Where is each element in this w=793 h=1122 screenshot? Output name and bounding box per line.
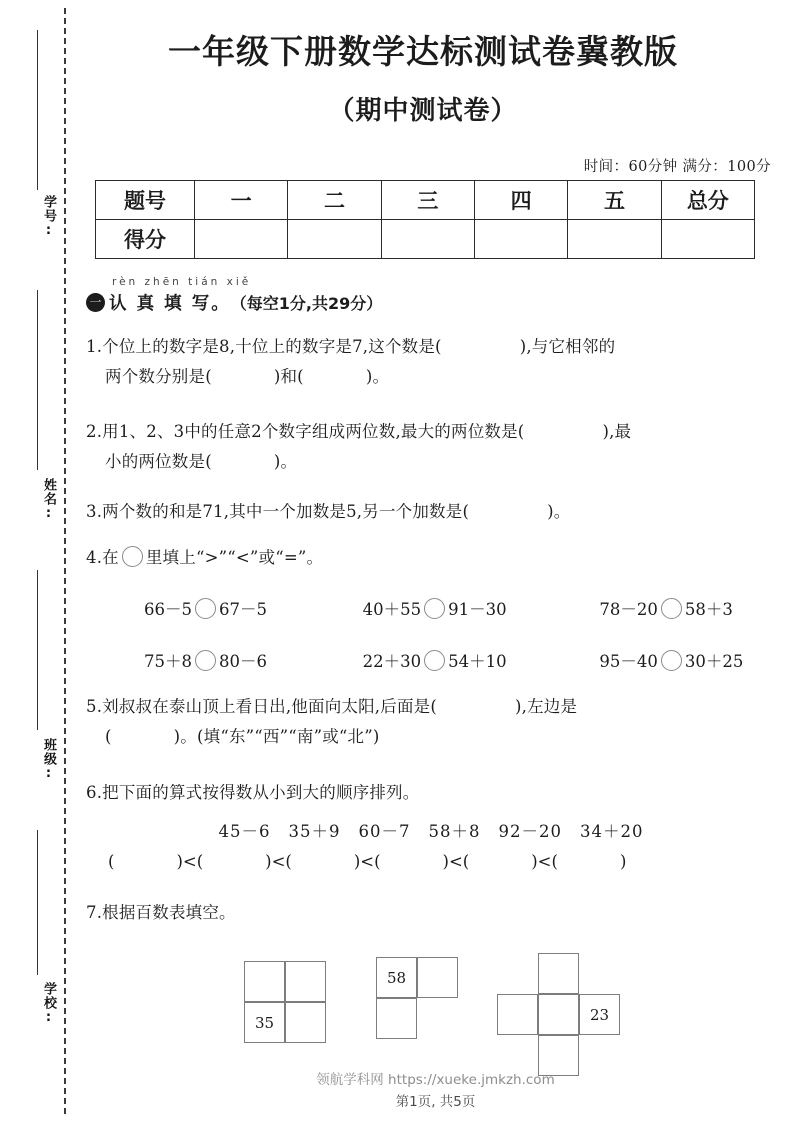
compare-right-2: 91－30 bbox=[448, 600, 507, 619]
side-field-xuehao: 学号: bbox=[41, 195, 56, 239]
compare-circle-2[interactable] bbox=[424, 598, 445, 619]
q6-order-sep-2: )<( bbox=[265, 852, 292, 871]
q5-text-d: )。(填“东”“西”“南”或“北”) bbox=[173, 727, 380, 746]
compare-left-5: 22＋30 bbox=[362, 652, 422, 671]
side-rule-4 bbox=[37, 830, 38, 975]
section-points: （每空1分,共29分） bbox=[230, 294, 383, 313]
col-header-4: 四 bbox=[474, 181, 567, 220]
q6-order-close: ) bbox=[619, 852, 627, 871]
compare-right-1: 67－5 bbox=[219, 600, 267, 619]
compare-left-1: 66－5 bbox=[144, 600, 192, 619]
q5-text-a: 刘叔叔在泰山顶上看日出,他面向太阳,后面是( bbox=[102, 697, 437, 716]
q4-text-a: 在 bbox=[102, 548, 119, 567]
col-header-3: 三 bbox=[381, 181, 474, 220]
cross-grid-cell-left[interactable] bbox=[497, 994, 538, 1035]
q6-expression-list bbox=[86, 818, 776, 842]
compare-circle-3[interactable] bbox=[661, 598, 682, 619]
compare-left-4: 75＋8 bbox=[144, 652, 192, 671]
q1-text-c: 两个数分别是( bbox=[105, 367, 212, 386]
q6-text: 把下面的算式按得数从小到大的顺序排列。 bbox=[102, 783, 420, 802]
col-header-total: 总分 bbox=[661, 181, 754, 220]
l-grid-cell-top-left: 58 bbox=[376, 957, 417, 998]
table-row-scores bbox=[96, 220, 755, 259]
compare-right-6: 30＋25 bbox=[684, 652, 744, 671]
q6-expr-3: 60－7 bbox=[358, 822, 411, 841]
q3-text-b: )。 bbox=[547, 502, 571, 521]
q1-text-e: )。 bbox=[365, 367, 390, 386]
compare-item-2 bbox=[321, 596, 540, 620]
l-grid-cell-top-right[interactable] bbox=[417, 957, 458, 998]
page-title: 一年级下册数学达标测试卷冀教版 bbox=[168, 32, 678, 71]
q6-expr-4: 58＋8 bbox=[428, 822, 481, 841]
section-pinyin: rèn zhēn tián xiě bbox=[112, 276, 252, 288]
q7-text: 根据百数表填空。 bbox=[102, 903, 236, 922]
q1-text-b: ),与它相邻的 bbox=[519, 337, 616, 356]
score-table bbox=[95, 180, 755, 259]
col-header-1: 一 bbox=[195, 181, 288, 220]
footer-site-watermark: 领航学科网 https://xueke.jmkzh.com bbox=[316, 1072, 555, 1088]
q2-text-b: ),最 bbox=[602, 422, 632, 441]
score-cell-1[interactable] bbox=[195, 220, 288, 259]
side-field-banji: 班级: bbox=[41, 738, 56, 782]
q2-num: 2. bbox=[86, 422, 103, 441]
q2-text-c: 小的两位数是( bbox=[105, 452, 212, 471]
q2-text-d: )。 bbox=[273, 452, 298, 471]
compare-circle-1[interactable] bbox=[195, 598, 216, 619]
section-number-badge: 一 bbox=[86, 293, 105, 312]
compare-left-6: 95－40 bbox=[599, 652, 658, 671]
q6-expr-2: 35＋9 bbox=[288, 822, 341, 841]
circle-blank-icon bbox=[122, 546, 143, 567]
square-grid-cell-top-right[interactable] bbox=[285, 961, 326, 1002]
q6-order-sep-1: )<( bbox=[176, 852, 204, 871]
exam-sheet bbox=[78, 0, 793, 1122]
q6-order-sep-4: )<( bbox=[442, 852, 470, 871]
q6-expr-6: 34＋20 bbox=[580, 822, 644, 841]
q6-expr-5: 92－20 bbox=[498, 822, 562, 841]
table-row-question-numbers bbox=[96, 181, 755, 220]
compare-row-1 bbox=[86, 596, 776, 620]
row-header-question: 题号 bbox=[96, 181, 195, 220]
q6-order-open: ( bbox=[108, 852, 115, 871]
q3-num: 3. bbox=[86, 502, 103, 521]
q6-num: 6. bbox=[86, 783, 103, 802]
q5-text-c: ( bbox=[105, 727, 112, 746]
square-grid-cell-bottom-left: 35 bbox=[244, 1002, 285, 1043]
row-header-score: 得分 bbox=[96, 220, 195, 259]
question-4 bbox=[86, 543, 776, 573]
q7-num: 7. bbox=[86, 903, 103, 922]
q4-num: 4. bbox=[86, 548, 103, 567]
q1-text-a: 个位上的数字是8,十位上的数字是7,这个数是( bbox=[102, 337, 442, 356]
score-cell-3[interactable] bbox=[381, 220, 474, 259]
question-2 bbox=[86, 417, 776, 477]
compare-left-3: 78－20 bbox=[599, 600, 658, 619]
dashed-fold-line bbox=[64, 8, 66, 1114]
q6-expr-1: 45－6 bbox=[218, 822, 271, 841]
compare-right-3: 58＋3 bbox=[684, 600, 733, 619]
score-cell-4[interactable] bbox=[474, 220, 567, 259]
compare-circle-5[interactable] bbox=[424, 650, 445, 671]
side-rule-3 bbox=[37, 570, 38, 730]
q2-text-a: 用1、2、3中的任意2个数字组成两位数,最大的两位数是( bbox=[102, 422, 525, 441]
l-grid-cell-bottom-left[interactable] bbox=[376, 998, 417, 1039]
side-rule-1 bbox=[37, 30, 38, 190]
cross-grid-cell-right: 23 bbox=[579, 994, 620, 1035]
square-grid-cell-top-left[interactable] bbox=[244, 961, 285, 1002]
q6-order-sep-5: )<( bbox=[531, 852, 558, 871]
q1-num: 1. bbox=[86, 337, 103, 356]
q5-num: 5. bbox=[86, 697, 103, 716]
compare-item-5 bbox=[321, 648, 540, 672]
compare-row-2 bbox=[86, 648, 776, 672]
q6-order-blanks bbox=[86, 852, 793, 871]
square-grid-cell-bottom-right[interactable] bbox=[285, 1002, 326, 1043]
compare-right-5: 54＋10 bbox=[448, 652, 507, 671]
q7-figure-area bbox=[86, 955, 776, 1065]
q3-text-a: 两个数的和是71,其中一个加数是5,另一个加数是( bbox=[102, 502, 470, 521]
q5-text-b: ),左边是 bbox=[514, 697, 578, 716]
question-3 bbox=[86, 497, 776, 527]
score-cell-total[interactable] bbox=[661, 220, 754, 259]
question-5 bbox=[86, 692, 776, 752]
cross-grid-cell-top[interactable] bbox=[538, 953, 579, 994]
compare-item-1 bbox=[86, 596, 321, 620]
question-6 bbox=[86, 778, 776, 808]
col-header-5: 五 bbox=[568, 181, 661, 220]
side-rule-2 bbox=[37, 290, 38, 470]
q4-text-b: 里填上“>”“<”或“=”。 bbox=[145, 548, 324, 567]
question-1 bbox=[86, 332, 776, 392]
question-7 bbox=[86, 898, 776, 928]
section-title: 认 真 填 写。 bbox=[109, 294, 231, 314]
score-cell-2[interactable] bbox=[288, 220, 381, 259]
compare-right-4: 80－6 bbox=[219, 652, 267, 671]
side-field-xuexiao: 学校: bbox=[41, 982, 56, 1026]
q6-order-sep-3: )<( bbox=[353, 852, 381, 871]
compare-circle-6[interactable] bbox=[661, 650, 682, 671]
compare-item-3 bbox=[539, 596, 776, 620]
side-field-xingming: 姓名: bbox=[41, 478, 56, 522]
compare-left-2: 40＋55 bbox=[362, 600, 422, 619]
left-margin-strip bbox=[0, 0, 78, 1122]
compare-item-4 bbox=[86, 648, 321, 672]
page-subtitle: （期中测试卷） bbox=[328, 96, 518, 126]
cross-grid-cell-center[interactable] bbox=[538, 994, 579, 1035]
compare-circle-4[interactable] bbox=[195, 650, 216, 671]
exam-info: 时间：60分钟 满分：100分 bbox=[583, 159, 771, 175]
compare-item-6 bbox=[539, 648, 776, 672]
col-header-2: 二 bbox=[288, 181, 381, 220]
footer-page-number: 第1页, 共5页 bbox=[395, 1094, 476, 1110]
q1-text-d: )和( bbox=[273, 367, 304, 386]
score-cell-5[interactable] bbox=[568, 220, 661, 259]
